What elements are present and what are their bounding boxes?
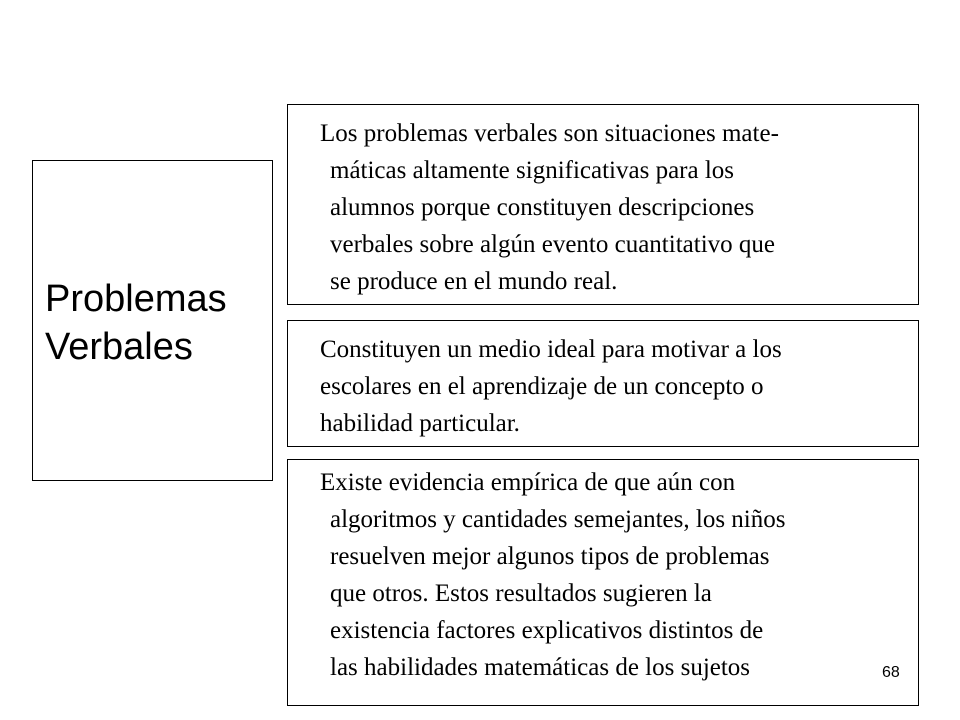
text-line: las habilidades matemáticas de los sujetos xyxy=(330,654,751,681)
definition-box xyxy=(287,104,919,305)
title-box xyxy=(32,160,273,481)
text-line: Los problemas verbales son situaciones mate- xyxy=(320,120,779,147)
text-line: Existe evidencia empírica de que aún con xyxy=(320,469,736,496)
text-line: habilidad particular. xyxy=(320,410,520,437)
motivation-paragraph xyxy=(320,331,782,442)
title-line: Verbales xyxy=(45,326,193,368)
page-number: 68 xyxy=(882,664,900,681)
text-line: verbales sobre algún evento cuantitativo que xyxy=(330,231,775,258)
text-line: Constituyen un medio ideal para motivar a los xyxy=(320,336,782,363)
text-line: que otros. Estos resultados sugieren la xyxy=(330,580,712,607)
title-line: Problemas xyxy=(45,278,227,320)
evidence-paragraph xyxy=(320,464,785,686)
text-line: algoritmos y cantidades semejantes, los niños xyxy=(330,506,786,533)
text-line: existencia factores explicativos distintos de xyxy=(330,617,764,644)
text-line: se produce en el mundo real. xyxy=(330,268,618,295)
definition-paragraph xyxy=(320,115,779,300)
motivation-box xyxy=(287,320,919,447)
text-line: alumnos porque constituyen descripciones xyxy=(330,194,755,221)
text-line: máticas altamente significativas para los xyxy=(330,157,735,184)
text-line: escolares en el aprendizaje de un concepto o xyxy=(320,373,764,400)
evidence-box xyxy=(287,459,919,706)
text-line: resuelven mejor algunos tipos de problemas xyxy=(330,543,770,570)
slide-title xyxy=(45,275,227,371)
